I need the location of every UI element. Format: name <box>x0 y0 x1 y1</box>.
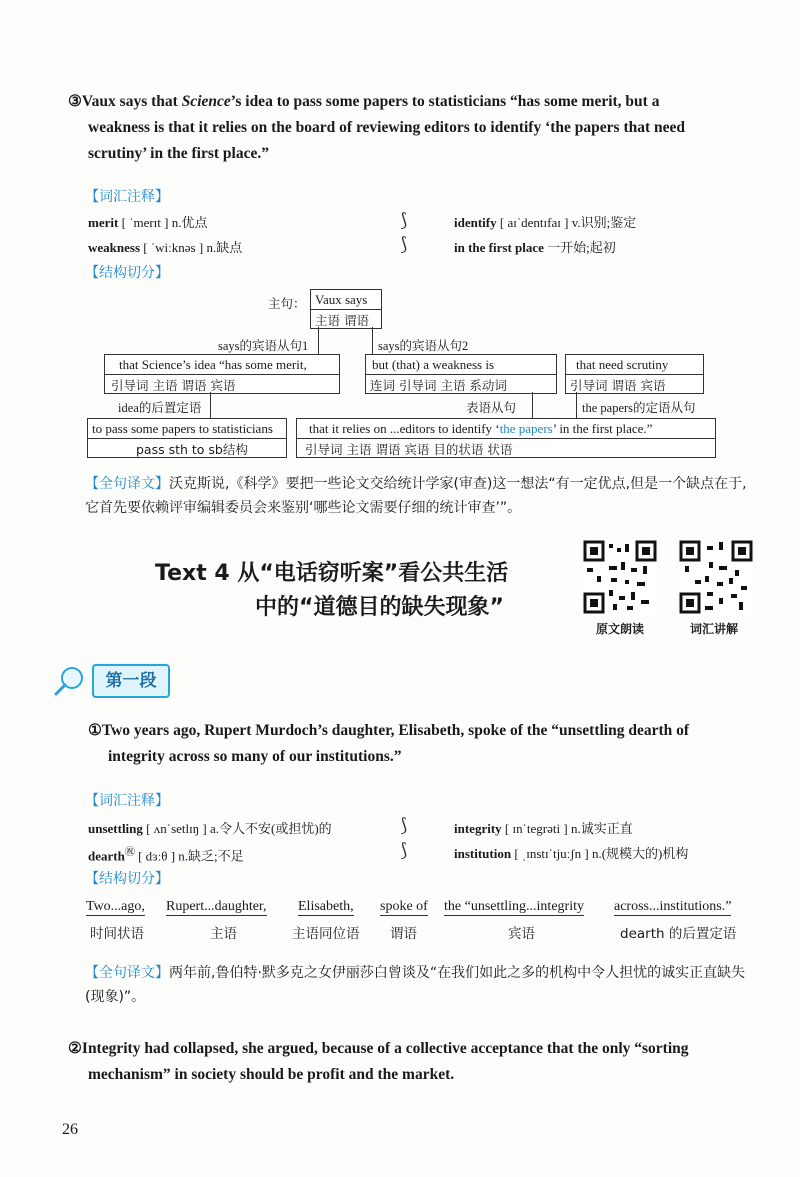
main-clause-label: 主句： <box>268 296 306 311</box>
vocab-integrity: integrity [ ɪnˈtegrəti ] n.诚实正直 <box>454 821 633 836</box>
idea-modifier-label: idea的后置定语 <box>118 401 202 415</box>
page-number: 26 <box>62 1121 78 1138</box>
vocab-label: 【词汇注释】 <box>85 189 169 205</box>
sentence-3: ③Vaux says that Science’s idea to pass some papers to statisticians “has some merit, but a weakness is that it relies on the board of reviewing editors to identify ‘the papers that need scrutiny’ in the first place.” <box>68 93 686 162</box>
clause-box-4: to pass some papers to statisticians pass sth to sb结构 <box>87 418 287 458</box>
vocab-institution: institution [ ˌɪnstɪˈtjuːʃn ] n.(规模大的)机构 <box>454 846 689 861</box>
clause-box-3: that need scrutiny 引导词 谓语 宾语 <box>565 354 704 394</box>
segment-word: across...institutions.” <box>614 899 732 914</box>
object-clause-1-label: says的宾语从句1 <box>218 339 309 353</box>
paragraph-label: 第一段 <box>92 664 170 698</box>
sentence-number: ② <box>68 1040 82 1057</box>
segment-word: the “unsettling...integrity <box>444 899 584 914</box>
segment-label: 主语 <box>210 926 237 942</box>
main-clause-box: Vaux says 主语 谓语 <box>310 289 382 329</box>
object-clause-2-label: says的宾语从句2 <box>378 339 469 353</box>
segment-label: 宾语 <box>508 926 535 942</box>
structure-label: 【结构切分】 <box>85 871 169 887</box>
translation-1: 【全句译文】两年前,鲁伯特·默多克之女伊丽莎白曾谈及“在我们如此之多的机构中令人担忧的诚实正直缺失(现象)”。 <box>85 965 746 1005</box>
sentence-number: ① <box>88 722 102 739</box>
vocab-separator: ⟆ <box>400 840 408 861</box>
clause-box-2: but (that) a weakness is 连词 引导词 主语 系动词 <box>365 354 557 394</box>
predicative-clause-label: 表语从句 <box>466 401 517 415</box>
segment-label: dearth 的后置定语 <box>620 926 737 942</box>
vocab-dearth: dearth㊗ [ dɜːθ ] n.缺乏;不足 <box>88 847 244 864</box>
segment-word: Two...ago, <box>86 899 145 914</box>
sentence-1: ①Two years ago, Rupert Murdoch’s daughter, Elisabeth, spoke of the “unsettling dearth of integrity across so many of our institutions.” <box>88 722 690 765</box>
science-italic: Science <box>181 93 231 110</box>
vocab-first-place: in the first place 一开始;起初 <box>454 240 616 255</box>
text4-title-1: Text 4 从“电话窃听案”看公共生活 <box>155 561 509 586</box>
vocab-separator: ⟆ <box>400 234 408 255</box>
papers-clause-label: the papers的定语从句 <box>582 401 696 415</box>
vocab-merit: merit [ ˈmerɪt ] n.优点 <box>88 215 208 230</box>
vocab-label: 【词汇注释】 <box>85 793 169 809</box>
sentence-number: ③ <box>68 93 82 110</box>
segment-word: Rupert...daughter, <box>166 899 267 914</box>
clause-box-5: that it relies on ...editors to identify ‘the papers’ in the first place.” 引导词 主语 谓语 宾语 目的状语 状语 <box>296 418 716 458</box>
segment-label: 主语同位语 <box>292 926 360 942</box>
qr-caption-reading: 原文朗读 <box>596 622 645 636</box>
segment-word: Elisabeth, <box>298 899 354 914</box>
translation-3: 【全句译文】沃克斯说,《科学》要把一些论文交给统计学家(审查)这一想法“有一定优点,但是一个缺点在于,它首先要依赖评审编辑委员会来鉴别‘哪些论文需要仔细的统计审查’”。 <box>85 476 747 516</box>
vocab-unsettling: unsettling [ ʌnˈsetlɪŋ ] a.令人不安(或担忧)的 <box>88 821 332 836</box>
sentence-2: ②Integrity had collapsed, she argued, because of a collective acceptance that the only “sorting mechanism” in society should be profit and the market. <box>68 1040 689 1083</box>
clause-box-1: that Science’s idea “has some merit, 引导词 主语 谓语 宾语 <box>104 354 340 394</box>
structure-label: 【结构切分】 <box>85 265 169 281</box>
vocab-separator: ⟆ <box>400 210 408 231</box>
vocab-identify: identify [ aɪˈdentɪfaɪ ] v.识别;鉴定 <box>454 215 637 230</box>
search-icon <box>52 664 88 702</box>
vocab-separator: ⟆ <box>400 815 408 836</box>
qr-caption-vocab: 词汇讲解 <box>690 622 739 636</box>
vocab-weakness: weakness [ ˈwiːknəs ] n.缺点 <box>88 240 243 255</box>
key-word-mark: ㊗ <box>124 847 135 858</box>
segment-word: spoke of <box>380 899 428 914</box>
segment-label: 时间状语 <box>90 926 144 942</box>
qr-code-vocab[interactable] <box>679 540 753 614</box>
segment-label: 谓语 <box>390 926 417 942</box>
qr-code-reading[interactable] <box>583 540 657 614</box>
text4-title-2: 中的“道德目的缺失现象” <box>255 595 504 620</box>
